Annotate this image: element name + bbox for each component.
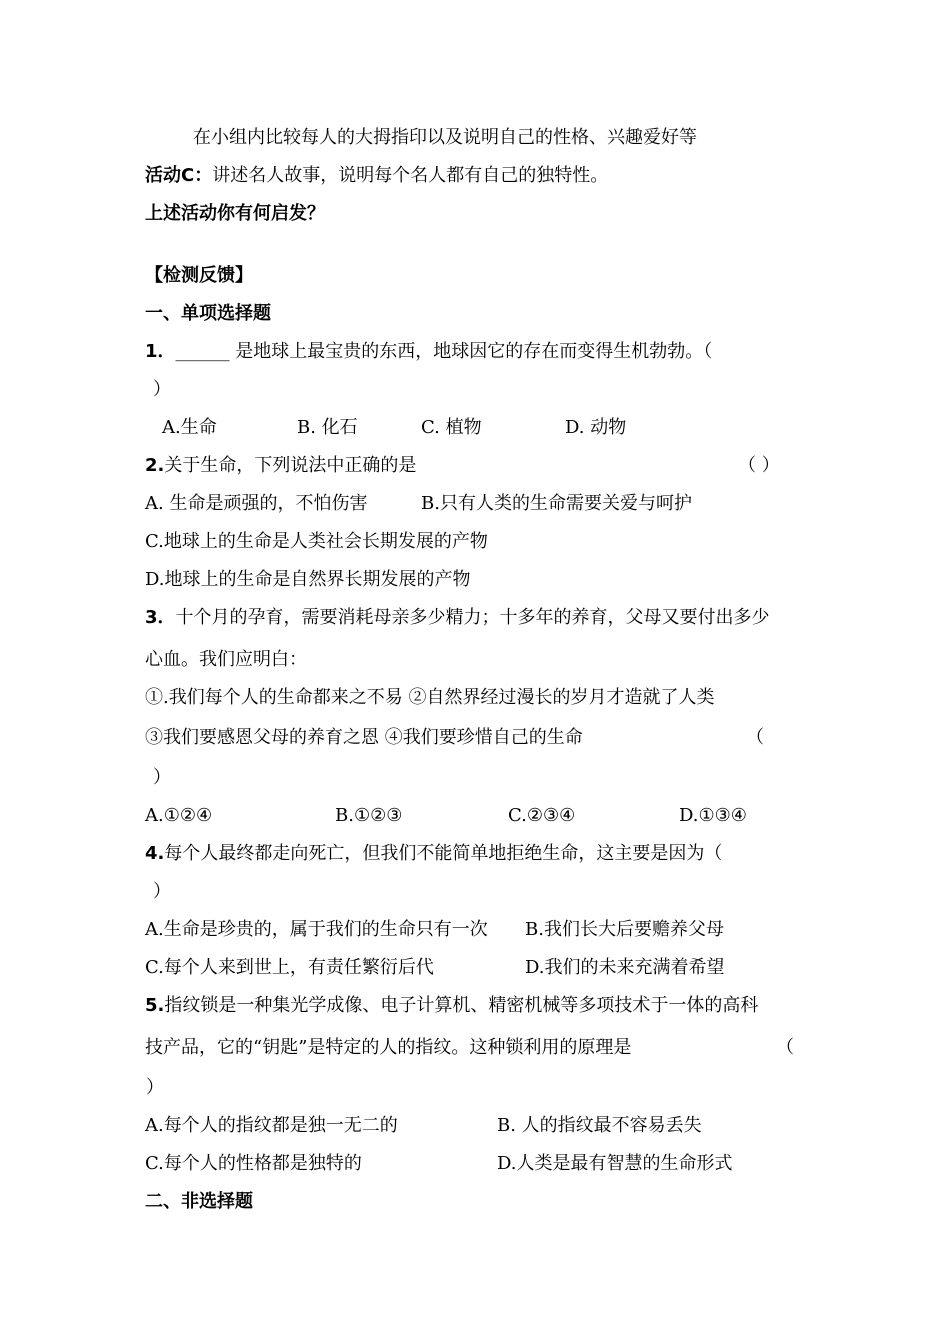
- question-4: [145, 842, 722, 866]
- question-text: 技产品，它的“钥匙”是特定的人的指纹。这种锁利用的原理是: [145, 1037, 632, 1058]
- question-text: 指纹锁是一种集光学成像、电子计算机、精密机械等多项技术于一体的高科: [164, 995, 759, 1016]
- reflection-question: 上述活动你有何启发？: [145, 203, 325, 224]
- question-text: 关于生命，下列说法中正确的是: [164, 455, 417, 476]
- option: C.每个人来到世上，有责任繁衍后代: [145, 957, 434, 978]
- option: B. 人的指纹最不容易丢失: [497, 1115, 702, 1136]
- question-text: 十个月的孕育，需要消耗母亲多少精力；十多年的养育，父母又要付出多少: [175, 607, 770, 628]
- question-number: 4.: [145, 843, 165, 864]
- answer-paren-open: （: [746, 727, 764, 748]
- option: B.①②③: [335, 805, 403, 826]
- answer-paren-close: ）: [153, 379, 171, 400]
- section-heading-choice: 一、单项选择题: [145, 303, 271, 324]
- option: C.每个人的性格都是独特的: [145, 1153, 362, 1174]
- option: B.我们长大后要赡养父母: [525, 919, 724, 940]
- question-number: 1．: [145, 341, 176, 362]
- option: A.每个人的指纹都是独一无二的: [145, 1115, 398, 1136]
- question-1: [145, 340, 712, 364]
- option: D.地球上的生命是自然界长期发展的产物: [145, 569, 471, 590]
- activity-c-text: 讲述名人故事，说明每个名人都有自己的独特性。: [212, 165, 609, 186]
- option: C. 植物: [421, 417, 482, 438]
- answer-paren: （ ）: [738, 455, 780, 476]
- statement: ①.我们每个人的生命都来之不易 ②自然界经过漫长的岁月才造就了人类: [145, 687, 715, 708]
- question-number: 2.: [145, 455, 165, 476]
- question-2: [145, 454, 416, 478]
- option: C.②③④: [508, 805, 576, 826]
- option: A.①②④: [145, 805, 213, 826]
- intro-line: 在小组内比较每人的大拇指印以及说明自己的性格、兴趣爱好等: [193, 127, 697, 148]
- question-3: [145, 606, 770, 630]
- option: A.生命: [162, 417, 217, 438]
- option: A. 生命是顽强的，不怕伤害: [145, 493, 368, 514]
- section-heading-nonchoice: 二、非选择题: [145, 1191, 253, 1212]
- question-number: 5.: [145, 995, 165, 1016]
- question-text: 心血。我们应明白：: [145, 649, 307, 670]
- answer-paren-close: ）: [153, 767, 171, 788]
- option: B. 化石: [297, 417, 358, 438]
- answer-paren-open: （: [776, 1037, 794, 1058]
- statement: ③我们要感恩父母的养育之恩 ④我们要珍惜自己的生命: [145, 727, 583, 748]
- activity-c: [145, 164, 608, 188]
- answer-paren-close: ）: [146, 1077, 164, 1098]
- option: D.我们的未来充满着希望: [525, 957, 725, 978]
- question-5: [145, 994, 758, 1018]
- feedback-heading: 【检测反馈】: [145, 265, 253, 286]
- option: C.地球上的生命是人类社会长期发展的产物: [145, 531, 488, 552]
- option: D.①③④: [679, 805, 747, 826]
- question-number: 3．: [145, 607, 176, 628]
- blank: ______: [175, 341, 230, 362]
- question-text: 是地球上最宝贵的东西，地球因它的存在而变得生机勃勃。（: [229, 341, 713, 362]
- option: D.人类是最有智慧的生命形式: [497, 1153, 733, 1174]
- option: D. 动物: [565, 417, 627, 438]
- answer-paren-close: ）: [153, 881, 171, 902]
- activity-c-label: 活动C：: [145, 165, 213, 186]
- option: B.只有人类的生命需要关爱与呵护: [421, 493, 692, 514]
- option: A.生命是珍贵的，属于我们的生命只有一次: [145, 919, 488, 940]
- question-text: 每个人最终都走向死亡，但我们不能简单地拒绝生命，这主要是因为（: [164, 843, 723, 864]
